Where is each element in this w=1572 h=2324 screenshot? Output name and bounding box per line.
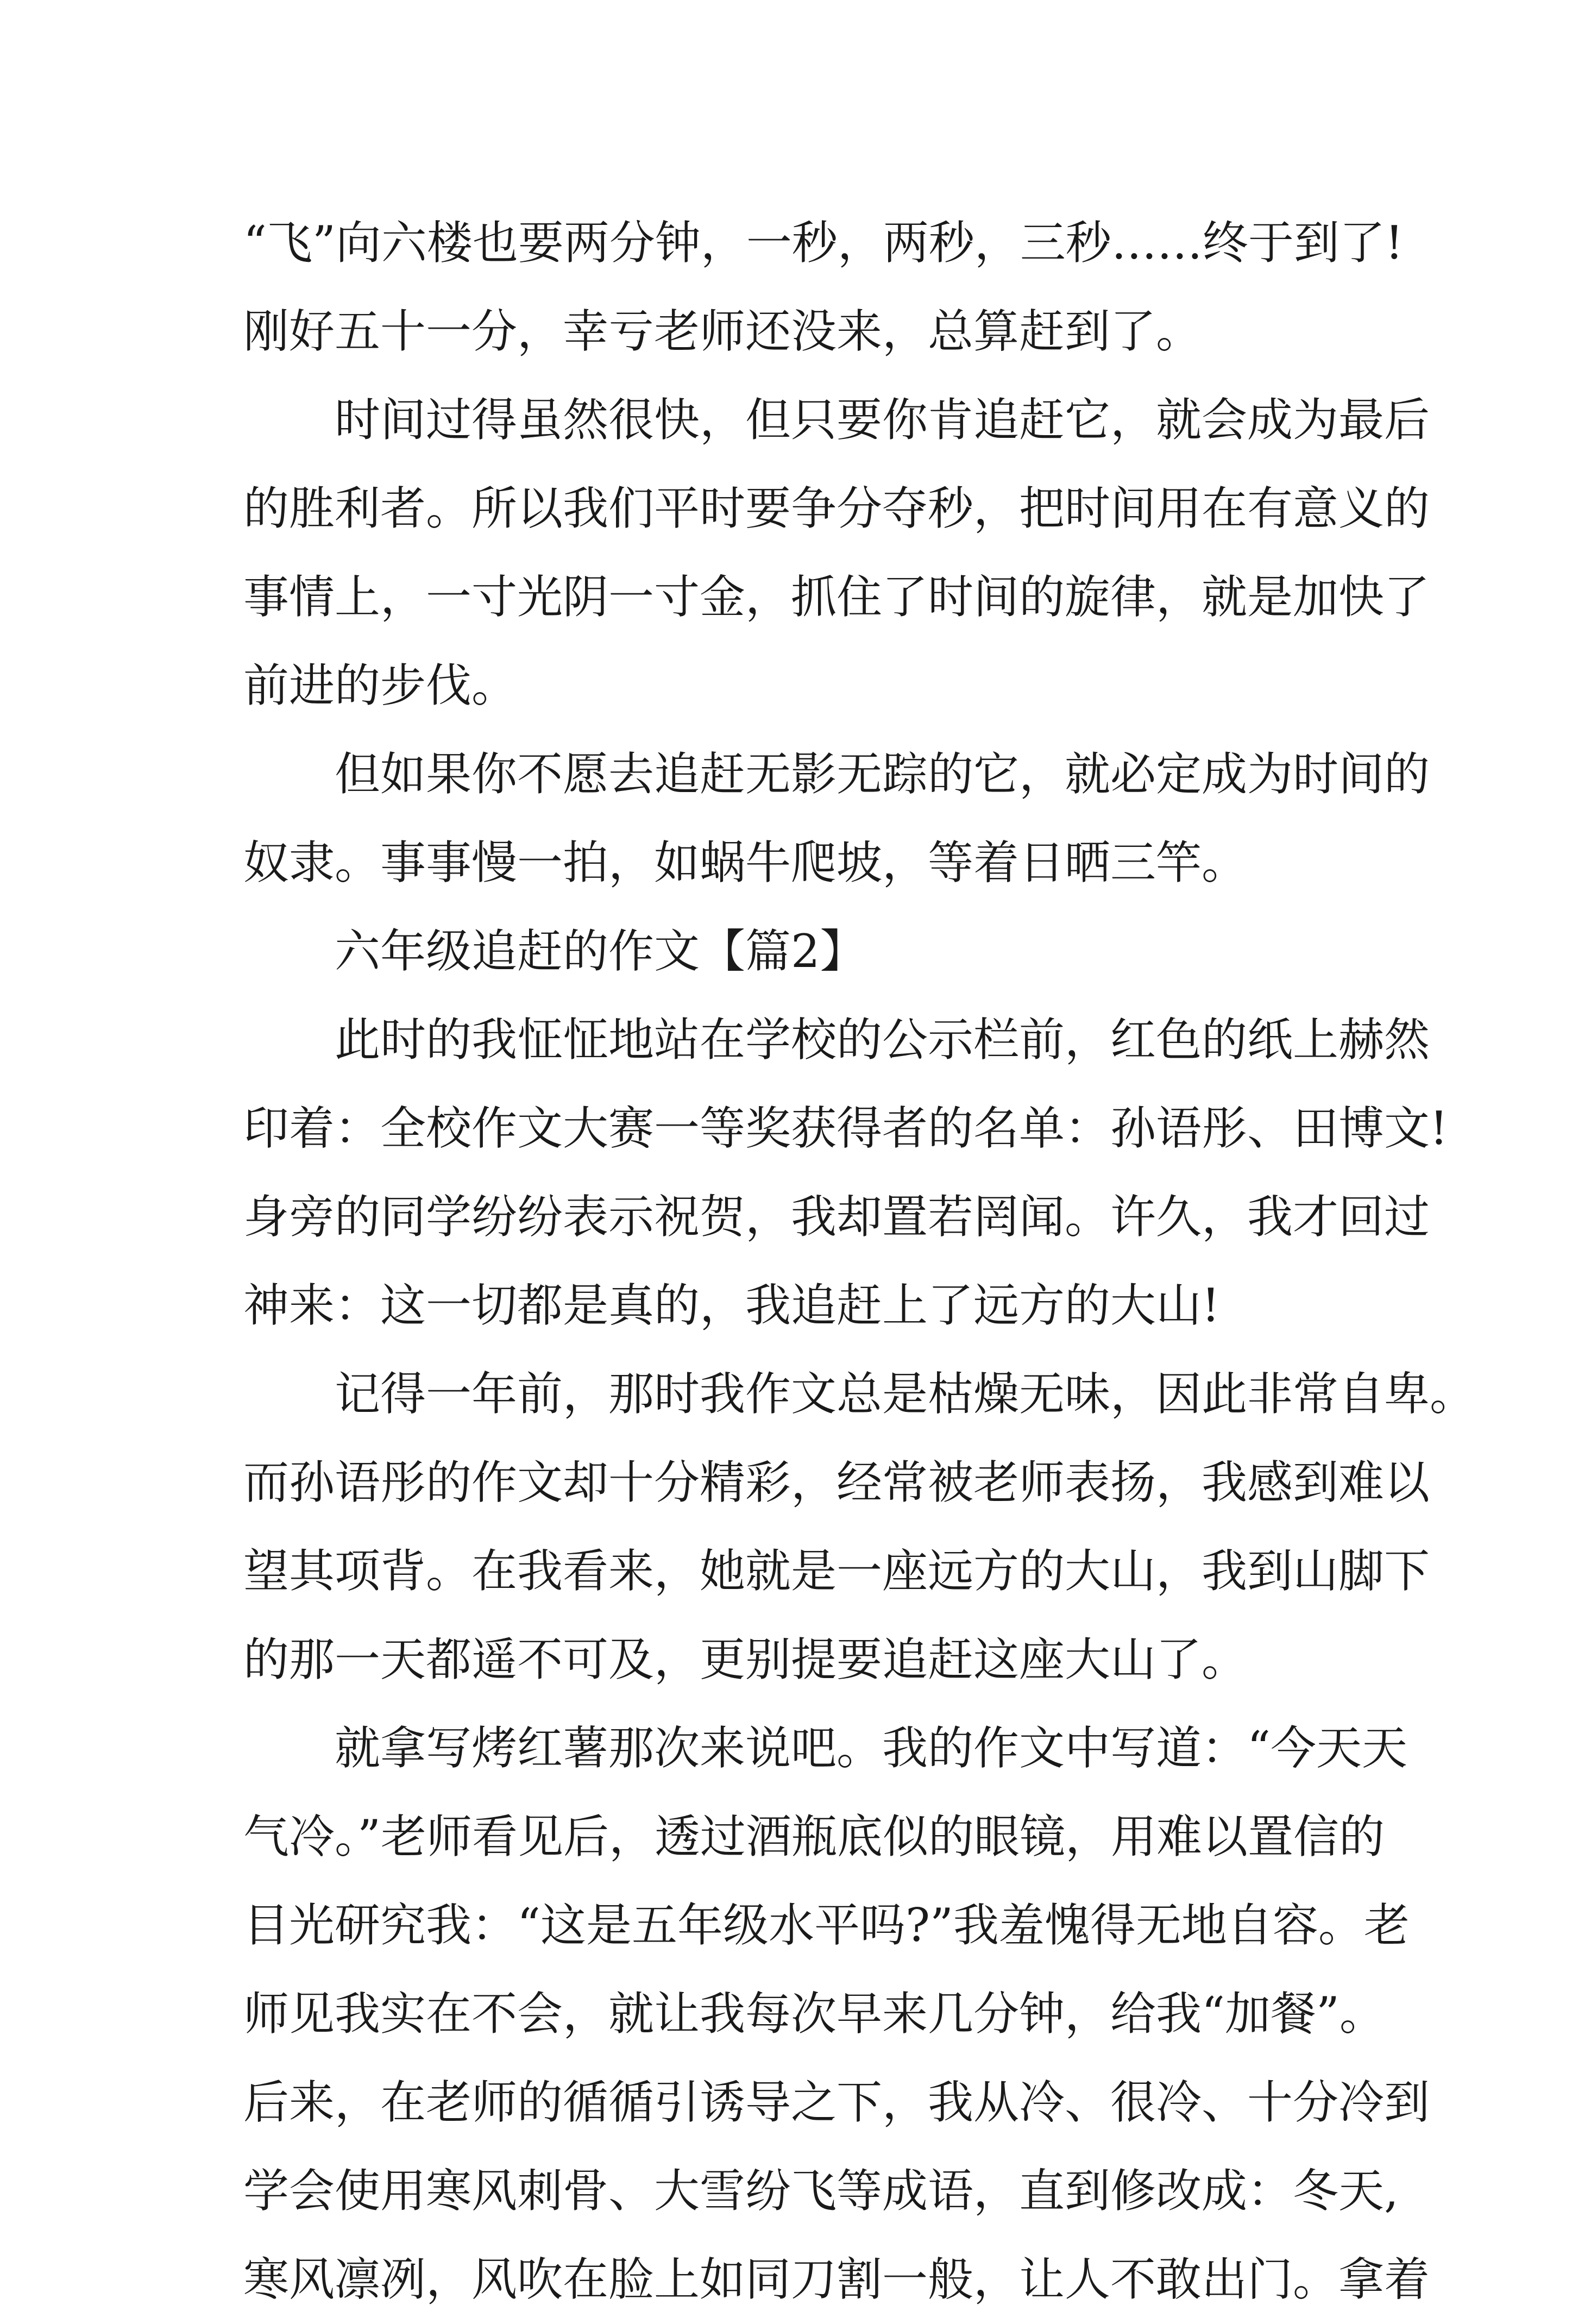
text-line: 此时的我怔怔地站在学校的公示栏前，红色的纸上赫然: [335, 1013, 1430, 1066]
text-line: 气冷。”老师看见后，透过酒瓶底似的眼镜，用难以置信的: [243, 1810, 1385, 1863]
text-line: 神来：这一切都是真的，我追赶上了远方的大山!: [243, 1279, 1220, 1332]
text-line: 而孙语彤的作文却十分精彩，经常被老师表扬，我感到难以: [243, 1456, 1430, 1509]
text-line: 望其项背。在我看来，她就是一座远方的大山，我到山脚下: [243, 1544, 1430, 1598]
text-line: 六年级追赶的作文【篇2】: [335, 925, 866, 978]
essay-text: [243, 199, 1476, 2324]
text-line: 记得一年前，那时我作文总是枯燥无味，因此非常自卑。: [335, 1367, 1476, 1421]
text-line: 后来，在老师的循循引诱导之下，我从冷、很冷、十分冷到: [243, 2076, 1430, 2129]
text-line: “飞”向六楼也要两分钟，一秒，两秒，三秒……终于到了!: [243, 216, 1404, 269]
text-line: 印着：全校作文大赛一等奖获得者的名单：孙语彤、田博文!: [243, 1102, 1448, 1155]
text-line: 身旁的同学纷纷表示祝贺，我却置若罔闻。许久，我才回过: [243, 1190, 1430, 1243]
text-line: 事情上，一寸光阴一寸金，抓住了时间的旋律，就是加快了: [243, 570, 1430, 624]
text-line: 目光研究我：“这是五年级水平吗?”我羞愧得无地自容。老: [243, 1899, 1410, 1952]
text-line: 前进的步伐。: [243, 659, 518, 712]
text-line: 刚好五十一分，幸亏老师还没来，总算赶到了。: [243, 305, 1202, 358]
text-line: 就拿写烤红薯那次来说吧。我的作文中写道：“今天天: [335, 1722, 1407, 1775]
text-line: 但如果你不愿去追赶无影无踪的它，就必定成为时间的: [335, 748, 1430, 801]
text-line: 的胜利者。所以我们平时要争分夺秒，把时间用在有意义的: [243, 482, 1430, 535]
text-line: 师见我实在不会，就让我每次早来几分钟，给我“加餐”。: [243, 1987, 1385, 2040]
text-line: 的那一天都遥不可及，更别提要追赶这座大山了。: [243, 1633, 1248, 1686]
text-line: 寒风凛冽，风吹在脸上如同刀割一般，让人不敢出门。拿着: [243, 2253, 1430, 2306]
text-line: 奴隶。事事慢一拍，如蜗牛爬坡，等着日晒三竿。: [243, 836, 1248, 889]
text-line: 时间过得虽然很快，但只要你肯追赶它，就会成为最后: [335, 393, 1430, 447]
text-line: 学会使用寒风刺骨、大雪纷飞等成语，直到修改成：冬天,: [243, 2164, 1399, 2218]
